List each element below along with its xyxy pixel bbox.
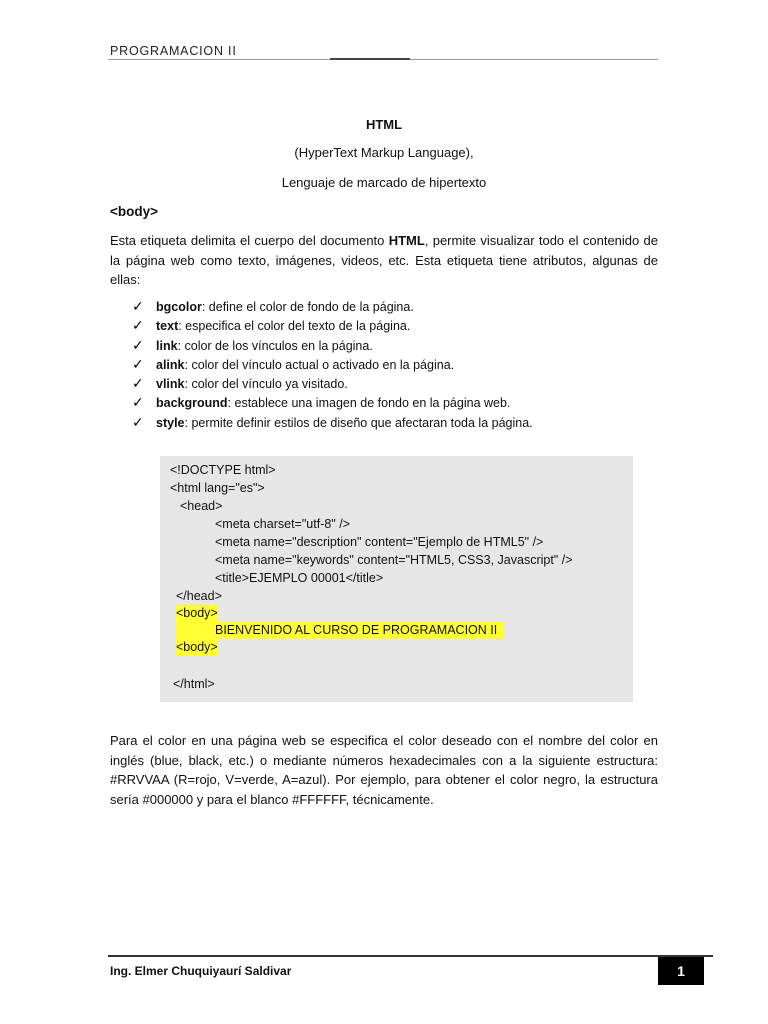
attribute-description: : color del vínculo actual o activado en la página.: [184, 357, 455, 372]
footer-author: Ing. Elmer Chuquiyaurí Saldivar: [110, 964, 292, 978]
code-line-head-open: <head>: [180, 499, 223, 513]
list-item: [110, 297, 658, 316]
code-line-html-close: </html>: [173, 677, 215, 691]
code-line-head-close: </head>: [176, 589, 222, 603]
attribute-name: alink: [156, 357, 185, 372]
attribute-list: [110, 297, 658, 432]
document-subtitle-spanish: Lenguaje de marcado de hipertexto: [281, 175, 487, 190]
checkmark-icon: ✓: [132, 298, 144, 314]
attribute-name: bgcolor: [156, 300, 202, 314]
checkmark-icon: ✓: [132, 317, 144, 334]
attribute-description: : color de los vínculos en la página.: [177, 338, 373, 353]
code-line-meta-description: <meta name="description" content="Ejemplo de HTML5" />: [215, 535, 544, 549]
document-title: HTML: [365, 117, 403, 132]
code-line-welcome-highlighted: BIENVENIDO AL CURSO DE PROGRAMACION II: [176, 622, 504, 639]
section-heading: <body>: [110, 204, 159, 219]
intro-text-bold: HTML: [388, 233, 425, 248]
checkmark-icon: ✓: [132, 394, 144, 411]
code-line-meta-charset: <meta charset="utf-8" />: [215, 517, 350, 531]
attribute-description: : especifica el color del texto de la página.: [178, 319, 411, 334]
attribute-name: vlink: [156, 377, 185, 392]
code-line-doctype: <!DOCTYPE html>: [170, 463, 276, 477]
checkmark-icon: ✓: [132, 375, 144, 392]
intro-text-part1: Esta etiqueta delimita el cuerpo del documento: [110, 233, 389, 248]
code-line-title: <title>EJEMPLO 00001</title>: [215, 571, 384, 585]
checkmark-icon: ✓: [132, 336, 144, 353]
header-rule-accent: [330, 58, 410, 60]
running-header: PROGRAMACION II: [110, 44, 237, 58]
checkmark-icon: ✓: [132, 413, 144, 430]
footer-rule: [108, 955, 713, 957]
intro-text-part2: , permite visualizar todo el contenido de la página web como texto, imágenes, videos, etc. Esta etiqueta tiene atributos, algunas de ellas:: [110, 233, 659, 287]
attribute-name: style: [156, 415, 185, 430]
code-line-html-open: <html lang="es">: [170, 481, 265, 495]
list-item: [110, 413, 658, 432]
page-number: 1: [658, 957, 704, 985]
code-example-box: [160, 456, 633, 702]
attribute-description: : establece una imagen de fondo en la página web.: [227, 396, 511, 411]
list-item: [110, 336, 658, 355]
code-line-meta-keywords: <meta name="keywords" content="HTML5, CSS3, Javascript" />: [215, 553, 573, 567]
attribute-description: : permite definir estilos de diseño que afectaran toda la página.: [184, 415, 533, 430]
attribute-name: background: [156, 396, 228, 411]
list-item: [110, 374, 658, 393]
attribute-name: text: [156, 319, 179, 334]
checkmark-icon: ✓: [132, 355, 144, 372]
list-item: [110, 393, 658, 412]
intro-paragraph: [110, 231, 658, 290]
attribute-name: link: [156, 338, 178, 353]
list-item: [110, 316, 658, 335]
code-line-body-close-highlighted: <body>: [176, 640, 218, 654]
color-paragraph: Para el color en una página web se especifica el color deseado con el nombre del color en inglés (blue, black, etc.) o mediante números hexadecimales con a la siguiente estructura: #RRVVAA (R=rojo, V=verde, A=azul). Por ejemplo, para obtener el color negro, la estructura sería #000000 y para el blanco #FFFFFF, técnicamente.: [110, 733, 658, 807]
code-line-body-open-highlighted: <body>: [176, 606, 218, 620]
document-subtitle: (HyperText Markup Language),: [294, 145, 474, 160]
list-item: [110, 355, 658, 374]
attribute-description: : define el color de fondo de la página.: [201, 300, 414, 314]
attribute-description: : color del vínculo ya visitado.: [184, 377, 348, 392]
